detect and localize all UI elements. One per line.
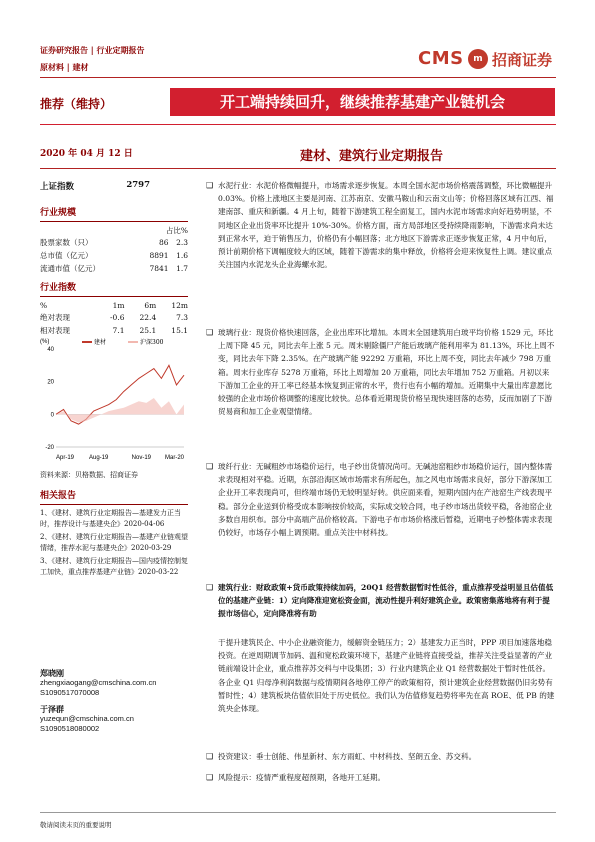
table-row: 股票家数（只） 86 2.3 <box>40 238 188 247</box>
scale-section <box>40 205 188 275</box>
index-row <box>40 180 188 192</box>
related-divider <box>40 504 188 505</box>
construction-paragraph-body: 于提升建筑民企、中小企业融资能力，缓解资金链压力；2）基建发力正当时，PPP 项目加速落地稳投资。在逆周期调节加码、温和宽松政策环境下，基建产业链将直接受益，推荐关注受益显著的产业链前端设计企业，重点推荐苏交科与中设集团；3）行业内建筑企业 Q1 经营数据处于暂时性低谷。各企业 Q1 归母净利润数据与疫情期间各地停工停产的政策相符，预计建筑企业经营数据仍旧劣势有暂时性；4）建筑板块估值依旧处于历史低位。我们认为估值修复趋势将率先在高 ROE、低 PB 的建筑央企体现。 <box>218 638 555 714</box>
perf-chart <box>40 335 188 465</box>
fiberglass-paragraph: 玻纤行业：无碱粗纱市场稳价运行，电子纱出货情况尚可。无碱池窑粗纱市场稳价运行，国内整体需求表现相对平稳。近期，东部沿海区域市场需求有所起色，加之风电市场需求良好，部分下游深加工企业开工率表现尚可，但终端市场仍无较明显好转。供应面来看，短期内国内在产池窑生产线表现平稳。部分企业送到价格受成本影响按价较高，实际成交较合同，电子纱市场出货较平稳，各池窑企业多数自用织布。部分中高端产品价格较高。下游电子布市场价格涨后暂稳，近期电子纱整体需求表现仍较好，市场存小幅上调预期。重点关注中材科技。 <box>218 462 553 538</box>
subtitle-divider <box>40 168 556 169</box>
cms-logo <box>418 46 558 74</box>
investment-advice: 投资建议：垂士创能、伟星新材、东方雨虹、中材科技、坚朗五金、苏交科。 <box>218 752 477 761</box>
scale-table <box>40 236 188 275</box>
series-area-1 <box>56 398 184 423</box>
bullet-icon: ❑ <box>206 181 214 190</box>
y-tick-label: 40 <box>47 347 54 353</box>
legend-label: 建材 <box>94 339 107 346</box>
report-subtitle: 建材、建筑行业定期报告 <box>300 149 444 164</box>
bullet-icon: ❑ <box>206 328 214 337</box>
scale-unit: 占比% <box>165 226 188 235</box>
table-row: 总市值（亿元） 8891 1.6 <box>40 251 188 260</box>
title-divider <box>40 124 556 125</box>
index-value: 2797 <box>126 180 150 190</box>
report-date: 2020 年 04 月 12 日 <box>40 149 133 159</box>
risk-warning: 风险提示：疫情严重程度超预期，各地开工延期。 <box>218 773 386 782</box>
analysts <box>40 668 188 734</box>
y-tick-label: 0 <box>50 412 54 419</box>
related-item[interactable]: 1、《建材、建筑行业定期报告—基建发力正当时，推荐设计与基建央企》2020-04-06 <box>40 509 181 528</box>
analyst-name: 郑晓刚 <box>40 668 64 678</box>
analyst-id: S1090517070008 <box>40 688 100 697</box>
report-type-line: 证券研究报告 | 行业定期报告 <box>40 45 145 55</box>
logo-text: CMS <box>418 48 464 69</box>
chart-source: 资料来源：贝格数据、招商证券 <box>40 471 138 479</box>
table-row: % 1m 6m 12m <box>40 301 188 310</box>
x-tick-label: Apr-19 <box>56 455 75 461</box>
legend-label: 沪深300 <box>140 339 164 346</box>
bullet-icon: ❑ <box>206 773 214 782</box>
perf-title: 行业指数 <box>40 283 77 293</box>
x-tick-label: Mar-20 <box>164 455 184 461</box>
construction-paragraph-head: 建筑行业：财政政策+货币政策持续加码，20Q1 经营数据暂时性低谷，重点推荐受益明显且估值低位的基建产业链：1）定向降准迎宽松资金面，流动性提升利好建筑企业。政策密集落地将有利于提振市场信心，定向降准将有助 <box>218 583 554 619</box>
report-title: 开工端持续回升，继续推荐基建产业链机会 <box>170 88 555 116</box>
perf-table <box>40 300 188 337</box>
x-tick-label: Aug-19 <box>88 455 109 461</box>
analyst-email[interactable]: yuzequn@cmschina.com.cn <box>40 714 134 723</box>
glass-paragraph: 玻璃行业：现货价格快速回落，企业出库环比增加。本周末全国建筑用白玻平均价格 1529 元，环比上周下降 45 元，同比去年上涨 5 元。周末剔除僵尸产能后玻璃产能利用率为 81.13%，环比上周不变，同比去年下降 2.35%。在产玻璃产能 92292 万重箱，环比上周不变，同比去年减少 798 万重箱。周末行业库存 5278 万重箱，环比上周增加 20 万重箱，同比去年增加 752 万重箱。月初以来下游加工企业的开工率已经基本恢复到正常的水平，贵行也有小幅的增加。近期集中大量出库意愿比较强的企业市场价格调整的速度比较快。总体看近期现货价格呈现快速回落的态势，反而加剧了下游贸易商和加工企业观望情绪。 <box>218 328 555 417</box>
cement-paragraph: 水泥行业：水泥价格微幅提升，市场需求逐步恢复。本周全国水泥市场价格震荡调整，环比微幅提升 0.03%。价格上涨地区主要是河南、江苏南京、安徽马鞍山和云南文山等；价格回落区域有江西、福建南部、重庆和新疆。4 月上旬，随着下游建筑工程全面复工，国内水泥市场需求向好趋势明显，不同地区企业出货率环比提升 10%-30%。价格方面，南方局部地区受持续降雨影响，下游需求尚未达到正常水平，迫于销售压力，价格仍有小幅回落；北方地区下游需求正逐步恢复正常，4 月中旬后，预计前期价格下调幅度较大的区域，随着下游需求的集中释放，价格将会迎来恢复性上调。建议重点关注国内水泥龙头企业海螺水泥。 <box>218 181 554 270</box>
table-row: 相对表现 7.1 25.1 15.1 <box>40 326 188 335</box>
index-label: 上证指数 <box>40 182 75 192</box>
scale-divider <box>40 221 188 222</box>
sector-line: 原材料 | 建材 <box>40 62 89 72</box>
y-axis-label: (%) <box>40 339 50 345</box>
header-divider <box>40 77 556 78</box>
related-section <box>40 488 188 577</box>
table-row: 绝对表现 -0.6 22.4 7.3 <box>40 313 188 322</box>
footer-divider <box>40 812 556 813</box>
bullet-icon: ❑ <box>206 462 214 471</box>
related-item[interactable]: 3、《建材、建筑行业定期报告—国内疫情控制复工加快，重点推荐基建产业链》2020-03-22 <box>40 557 188 576</box>
footer-note: 敬请阅读末页的重要说明 <box>40 821 112 829</box>
rating: 推荐（维持） <box>40 97 113 111</box>
bullet-icon: ❑ <box>206 583 214 592</box>
logo-badge-icon: m <box>468 49 488 69</box>
y-tick-label: -20 <box>45 445 54 451</box>
scale-title: 行业规模 <box>40 208 77 218</box>
perf-section <box>40 280 188 337</box>
related-title: 相关报告 <box>40 491 77 501</box>
analyst-id: S1090518080002 <box>40 724 100 733</box>
x-tick-label: Nov-19 <box>131 455 152 461</box>
related-item[interactable]: 2、《建材、建筑行业定期报告—基建产业链观望情绪，推荐水泥与基建央企》2020-03-29 <box>40 533 188 552</box>
bullet-icon: ❑ <box>206 752 214 761</box>
chart-svg <box>40 335 188 465</box>
logo-cn: 招商证券 <box>492 51 553 69</box>
analyst-email[interactable]: zhengxiaogang@cmschina.com.cn <box>40 678 157 687</box>
perf-divider <box>40 296 188 297</box>
analyst-name: 于泽群 <box>40 704 64 714</box>
y-tick-label: 20 <box>47 379 54 386</box>
table-row: 流通市值（亿元） 7841 1.7 <box>40 264 188 273</box>
